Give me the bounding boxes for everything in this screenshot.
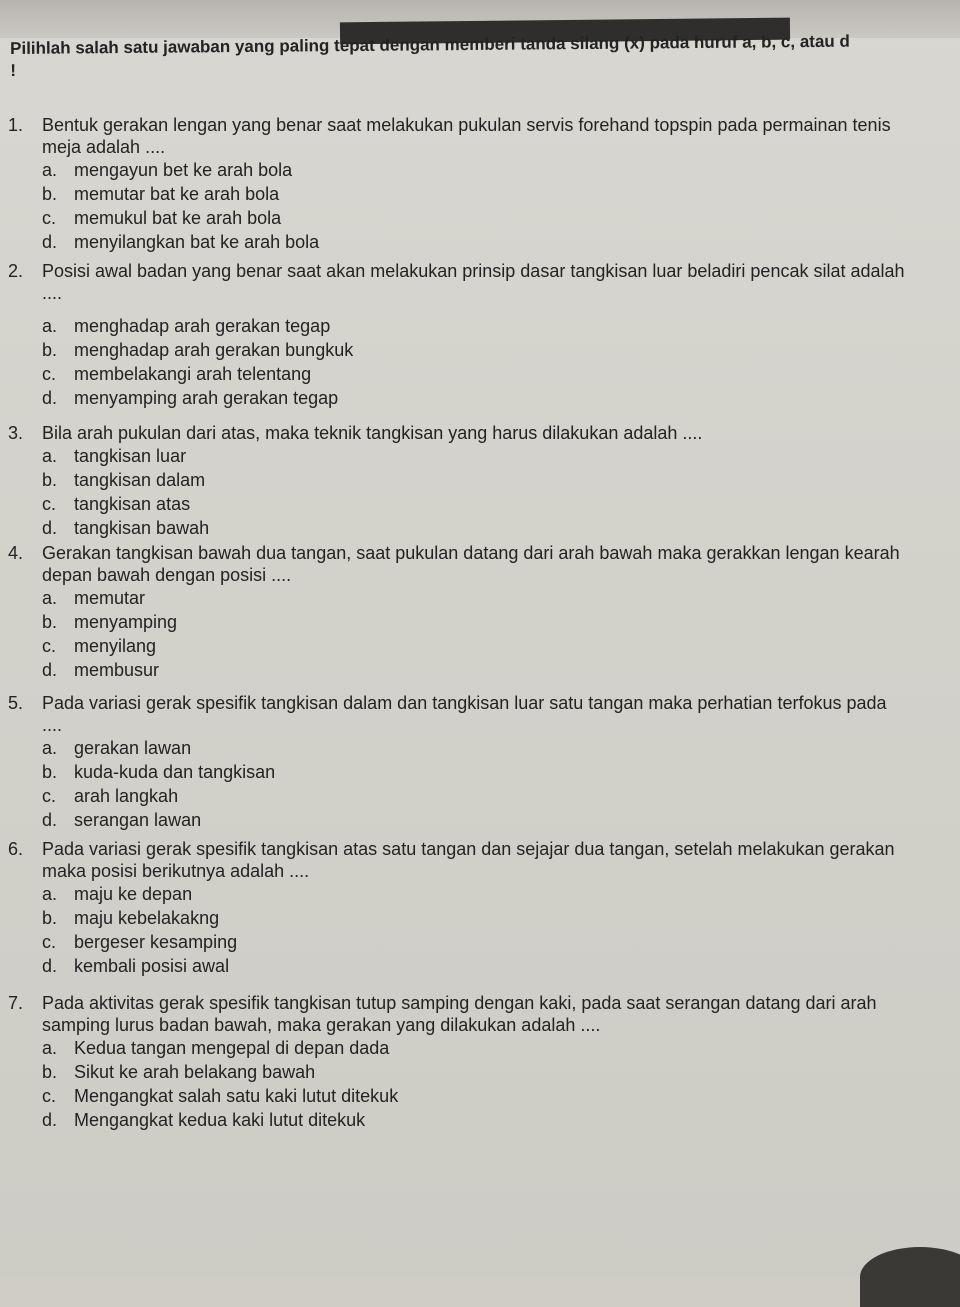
option-list [42,736,908,832]
option-text: bergeser kesamping [74,932,238,952]
option-b[interactable] [42,182,908,206]
option-b[interactable] [42,468,908,492]
option-letter: c. [42,364,57,384]
option-c[interactable] [42,362,908,386]
option-letter: a. [42,884,58,904]
option-letter: b. [42,1062,58,1082]
option-text: Mengangkat salah satu kaki lutut ditekuk [74,1086,399,1106]
question-text: Pada variasi gerak spesifik tangkisan atas satu tangan dan sejajar dua tangan, setelah melakukan gerakan maka posisi berikutnya adalah .... [42,839,895,881]
question-number: 6. [8,839,24,859]
question-3 [8,422,908,540]
option-d[interactable] [42,658,908,682]
option-letter: c. [42,1086,57,1106]
option-list [42,586,908,682]
option-c[interactable] [42,492,908,516]
option-letter: a. [42,738,58,758]
option-text: membusur [74,660,160,680]
option-text: menghadap arah gerakan bungkuk [74,340,354,360]
option-letter: a. [42,446,58,466]
option-letter: b. [42,612,58,632]
option-letter: d. [42,232,58,252]
option-text: gerakan lawan [74,738,192,758]
option-text: menyilang [74,636,157,656]
option-list [42,444,908,540]
question-1 [8,114,908,254]
option-b[interactable] [42,610,908,634]
option-text: memutar bat ke arah bola [74,184,280,204]
option-b[interactable] [42,760,908,784]
question-text: Bentuk gerakan lengan yang benar saat melakukan pukulan servis forehand topspin pada permainan tenis meja adalah .... [42,115,891,157]
option-letter: a. [42,316,58,336]
option-letter: c. [42,208,57,228]
option-c[interactable] [42,1084,908,1108]
question-2 [8,260,908,410]
option-text: kembali posisi awal [74,956,230,976]
option-list [42,1036,908,1132]
option-letter: a. [42,160,58,180]
option-b[interactable] [42,906,908,930]
option-letter: d. [42,956,58,976]
question-text: Gerakan tangkisan bawah dua tangan, saat pukulan datang dari arah bawah maka gerakkan lengan kearah depan bawah dengan posisi .... [42,543,900,585]
option-letter: c. [42,636,57,656]
option-text: tangkisan dalam [74,470,206,490]
option-letter: c. [42,786,57,806]
question-number: 5. [8,693,24,713]
question-number: 7. [8,993,24,1013]
option-text: Mengangkat kedua kaki lutut ditekuk [74,1110,366,1130]
question-4 [8,542,908,682]
option-d[interactable] [42,808,908,832]
option-text: tangkisan bawah [74,518,210,538]
option-letter: d. [42,810,58,830]
option-letter: a. [42,1038,58,1058]
option-text: mengayun bet ke arah bola [74,160,293,180]
option-letter: d. [42,660,58,680]
option-list [42,882,908,978]
option-text: memukul bat ke arah bola [74,208,282,228]
option-d[interactable] [42,954,908,978]
option-a[interactable] [42,314,908,338]
option-a[interactable] [42,444,908,468]
option-a[interactable] [42,158,908,182]
option-c[interactable] [42,206,908,230]
option-letter: b. [42,470,58,490]
option-text: kuda-kuda dan tangkisan [74,762,276,782]
option-letter: b. [42,762,58,782]
option-b[interactable] [42,338,908,362]
option-d[interactable] [42,386,908,410]
option-text: arah langkah [74,786,179,806]
option-d[interactable] [42,516,908,540]
instruction-text: Pilihlah salah satu jawaban yang paling tepat dengan memberi tanda silang (x) pada huruf a, b, c, atau d ! [10,31,850,80]
option-letter: b. [42,908,58,928]
option-text: menghadap arah gerakan tegap [74,316,331,336]
option-d[interactable] [42,1108,908,1132]
question-text: Posisi awal badan yang benar saat akan melakukan prinsip dasar tangkisan luar beladiri pencak silat adalah .... [42,261,905,303]
question-number: 4. [8,543,24,563]
option-text: tangkisan luar [74,446,187,466]
option-letter: c. [42,494,57,514]
option-text: membelakangi arah telentang [74,364,312,384]
option-c[interactable] [42,784,908,808]
option-letter: d. [42,1110,58,1130]
question-text: Pada variasi gerak spesifik tangkisan dalam dan tangkisan luar satu tangan maka perhatian terfokus pada .... [42,693,887,735]
option-text: Kedua tangan mengepal di depan dada [74,1038,390,1058]
option-list [42,158,908,254]
question-number: 3. [8,423,24,443]
option-text: maju kebelakakng [74,908,220,928]
question-5 [8,692,908,832]
option-a[interactable] [42,882,908,906]
question-number: 1. [8,115,24,135]
question-number: 2. [8,261,24,281]
option-text: maju ke depan [74,884,193,904]
option-letter: d. [42,518,58,538]
option-letter: b. [42,184,58,204]
option-a[interactable] [42,586,908,610]
option-letter: c. [42,932,57,952]
option-text: menyamping arah gerakan tegap [74,388,339,408]
option-text: memutar [74,588,146,608]
option-letter: a. [42,588,58,608]
option-text: serangan lawan [74,810,202,830]
option-letter: b. [42,340,58,360]
option-letter: d. [42,388,58,408]
question-7 [8,992,908,1132]
option-c[interactable] [42,634,908,658]
option-c[interactable] [42,930,908,954]
option-text: tangkisan atas [74,494,191,514]
option-text: Sikut ke arah belakang bawah [74,1062,316,1082]
option-text: menyamping [74,612,178,632]
question-6 [8,838,908,978]
option-b[interactable] [42,1060,908,1084]
corner-shadow [860,1247,960,1307]
option-list [42,314,908,410]
option-d[interactable] [42,230,908,254]
question-text: Bila arah pukulan dari atas, maka teknik tangkisan yang harus dilakukan adalah .... [42,423,703,443]
option-text: menyilangkan bat ke arah bola [74,232,320,252]
option-a[interactable] [42,736,908,760]
question-text: Pada aktivitas gerak spesifik tangkisan tutup samping dengan kaki, pada saat serangan datang dari arah samping lurus badan bawah, maka gerakan yang dilakukan adalah .... [42,993,877,1035]
option-a[interactable] [42,1036,908,1060]
